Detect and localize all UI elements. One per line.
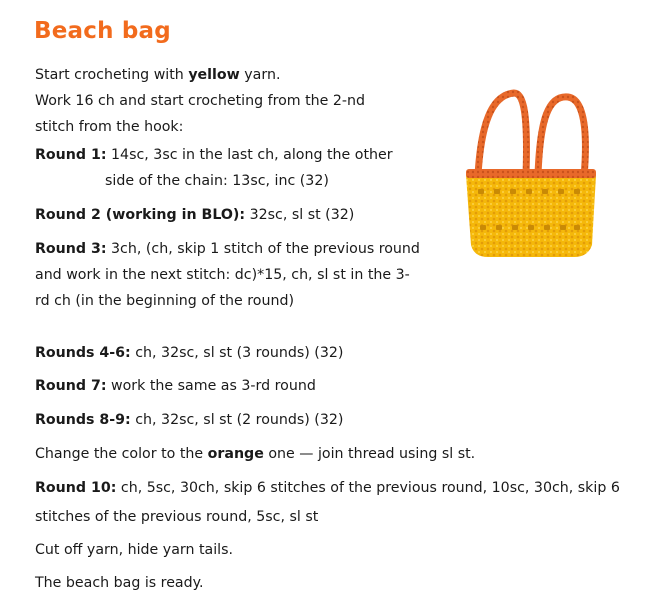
round-3-instruction: Round 3: 3ch, (ch, skip 1 stitch of the previous round [35,241,420,257]
round-label: Round 2 (working in BLO): [35,207,246,223]
round-1-instruction: Round 1: 14sc, 3sc in the last ch, along the other [35,147,393,163]
rounds-4-6-instruction: Rounds 4-6: ch, 32sc, sl st (3 rounds) (32) [35,345,344,361]
round-3-continuation-1: and work in the next stitch: dc)*15, ch, sl st in the 3- [35,267,410,283]
final-line: The beach bag is ready. [35,575,204,591]
page-title: Beach bag [34,18,171,44]
rounds-8-9-instruction: Rounds 8-9: ch, 32sc, sl st (2 rounds) (32) [35,412,344,428]
round-3-continuation-2: rd ch (in the beginning of the round) [35,293,294,309]
round-10-continuation: stitches of the previous round, 5sc, sl st [35,509,319,525]
color-change-instruction: Change the color to the orange one — join thread using sl st. [35,446,476,462]
yellow-color-word: yellow [188,67,240,83]
round-label: Round 10: [35,480,117,496]
instruction-line-2: Work 16 ch and start crocheting from the 2-nd [35,93,366,109]
instruction-line-3: stitch from the hook: [35,119,184,135]
bag-handle-left [478,93,527,175]
round-7-instruction: Round 7: work the same as 3-rd round [35,378,316,394]
orange-color-word: orange [207,446,264,462]
round-label: Round 3: [35,241,107,257]
finishing-instruction: Cut off yarn, hide yarn tails. [35,542,234,558]
round-label: Round 7: [35,378,107,394]
beach-bag-image [456,85,606,275]
round-1-continuation: side of the chain: 13sc, inc (32) [105,173,329,189]
round-label: Rounds 4-6: [35,345,131,361]
bag-body [466,175,596,257]
bag-rim [466,169,596,178]
round-2-instruction: Round 2 (working in BLO): 32sc, sl st (32) [35,207,355,223]
round-10-instruction: Round 10: ch, 5sc, 30ch, skip 6 stitches of the previous round, 10sc, 30ch, skip 6 [35,480,620,496]
instruction-line-1: Start crocheting with yellow yarn. [35,67,281,83]
round-label: Round 1: [35,147,107,163]
round-label: Rounds 8-9: [35,412,131,428]
bag-handle-right [538,97,585,177]
